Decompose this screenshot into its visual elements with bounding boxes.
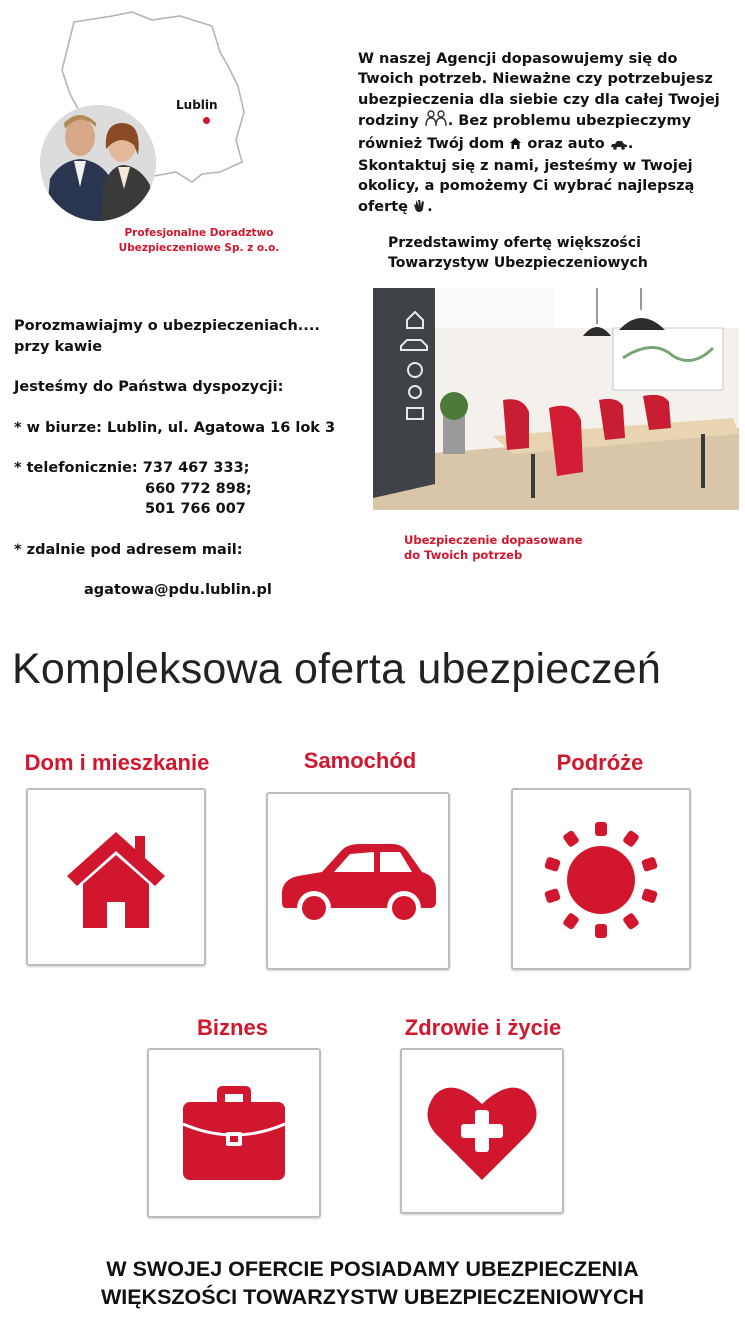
company-name — [118, 226, 280, 256]
intro-text: również Twój dom — [358, 135, 505, 152]
intro-text: . — [427, 198, 433, 215]
company-name-line1: Profesjonalne Doradztwo — [124, 227, 274, 239]
photo-caption — [404, 533, 664, 563]
mail-label: * zdalnie pod adresem mail: — [14, 541, 243, 558]
category-label-health: Zdrowie i życie — [404, 1015, 562, 1040]
footer-note — [0, 1255, 745, 1311]
category-label-home: Dom i mieszkanie — [24, 750, 210, 775]
footer-line1: W SWOJEJ OFERCIE POSIADAMY UBEZPIECZENIA — [106, 1257, 639, 1281]
intro-line: Skontaktuj się z nami, jesteśmy w Twojej — [358, 158, 693, 175]
phone-number: * telefonicznie: 737 467 333; — [14, 460, 250, 476]
category-label-travel: Podróże — [556, 750, 644, 775]
intro-line: Twoich potrzeb. Nieważne czy potrzebujesz — [358, 71, 713, 88]
office-photo — [373, 288, 739, 510]
availability-text: Jesteśmy do Państwa dyspozycji: — [14, 379, 284, 395]
intro-line — [358, 134, 730, 156]
footer-line2: WIĘKSZOŚCI TOWARZYSTW UBEZPIECZENIOWYCH — [100, 1285, 645, 1309]
category-tile-health[interactable] — [400, 1048, 564, 1214]
companies-note — [388, 233, 708, 273]
category-label-business: Biznes — [197, 1015, 268, 1040]
map-city-label: Lublin — [176, 98, 218, 112]
heart-plus-icon — [426, 1080, 538, 1184]
intro-text: rodziny — [358, 113, 419, 130]
intro-line — [358, 197, 730, 219]
intro-line: okolicy, a pomożemy Ci wybrać najlepszą — [358, 178, 695, 195]
intro-line — [358, 110, 730, 133]
companies-line1: Przedstawimy ofertę większości — [388, 235, 641, 251]
family-icon — [424, 110, 448, 133]
contact-heading: przy kawie — [14, 338, 103, 355]
company-name-line2: Ubezpieczeniowe Sp. z o.o. — [118, 242, 280, 254]
briefcase-icon — [179, 1084, 289, 1184]
companies-line2: Towarzystyw Ubezpieczeniowych — [388, 255, 648, 271]
category-tile-home[interactable] — [26, 788, 206, 966]
intro-line: ubezpieczenia dla siebie czy dla całej Twojej — [358, 91, 720, 108]
phone-number: 660 772 898; — [145, 480, 252, 497]
category-label-car: Samochód — [303, 748, 417, 773]
photo-caption-line1: Ubezpieczenie dopasowane — [404, 533, 583, 547]
car-icon — [276, 840, 440, 930]
auto-icon — [610, 136, 628, 156]
category-tile-business[interactable] — [147, 1048, 321, 1218]
contact-heading: Porozmawiajmy o ubezpieczeniach.... — [14, 318, 320, 334]
intro-text: ofertę — [358, 198, 409, 215]
team-portrait — [40, 105, 156, 221]
office-address: * w biurze: Lublin, ul. Agatowa 16 lok 3 — [14, 419, 336, 436]
hand-icon — [413, 198, 427, 219]
intro-paragraph — [358, 49, 730, 219]
intro-text: . — [627, 135, 634, 152]
house-icon — [61, 824, 171, 934]
intro-text: oraz auto — [527, 135, 605, 152]
category-tile-travel[interactable] — [511, 788, 691, 970]
photo-caption-line2: do Twoich potrzeb — [404, 548, 523, 562]
intro-text: . Bez problemu ubezpieczymy — [447, 113, 692, 130]
phone-number: 501 766 007 — [145, 501, 246, 517]
offer-title: Kompleksowa oferta ubezpieczeń — [12, 645, 661, 693]
sun-icon — [541, 820, 661, 940]
intro-line: W naszej Agencji dopasowujemy się do — [358, 51, 678, 67]
category-tile-car[interactable] — [266, 792, 450, 970]
contact-block — [14, 316, 364, 601]
email-address[interactable]: agatowa@pdu.lublin.pl — [84, 582, 272, 598]
map-location-dot — [203, 117, 210, 124]
home-icon — [509, 136, 522, 156]
